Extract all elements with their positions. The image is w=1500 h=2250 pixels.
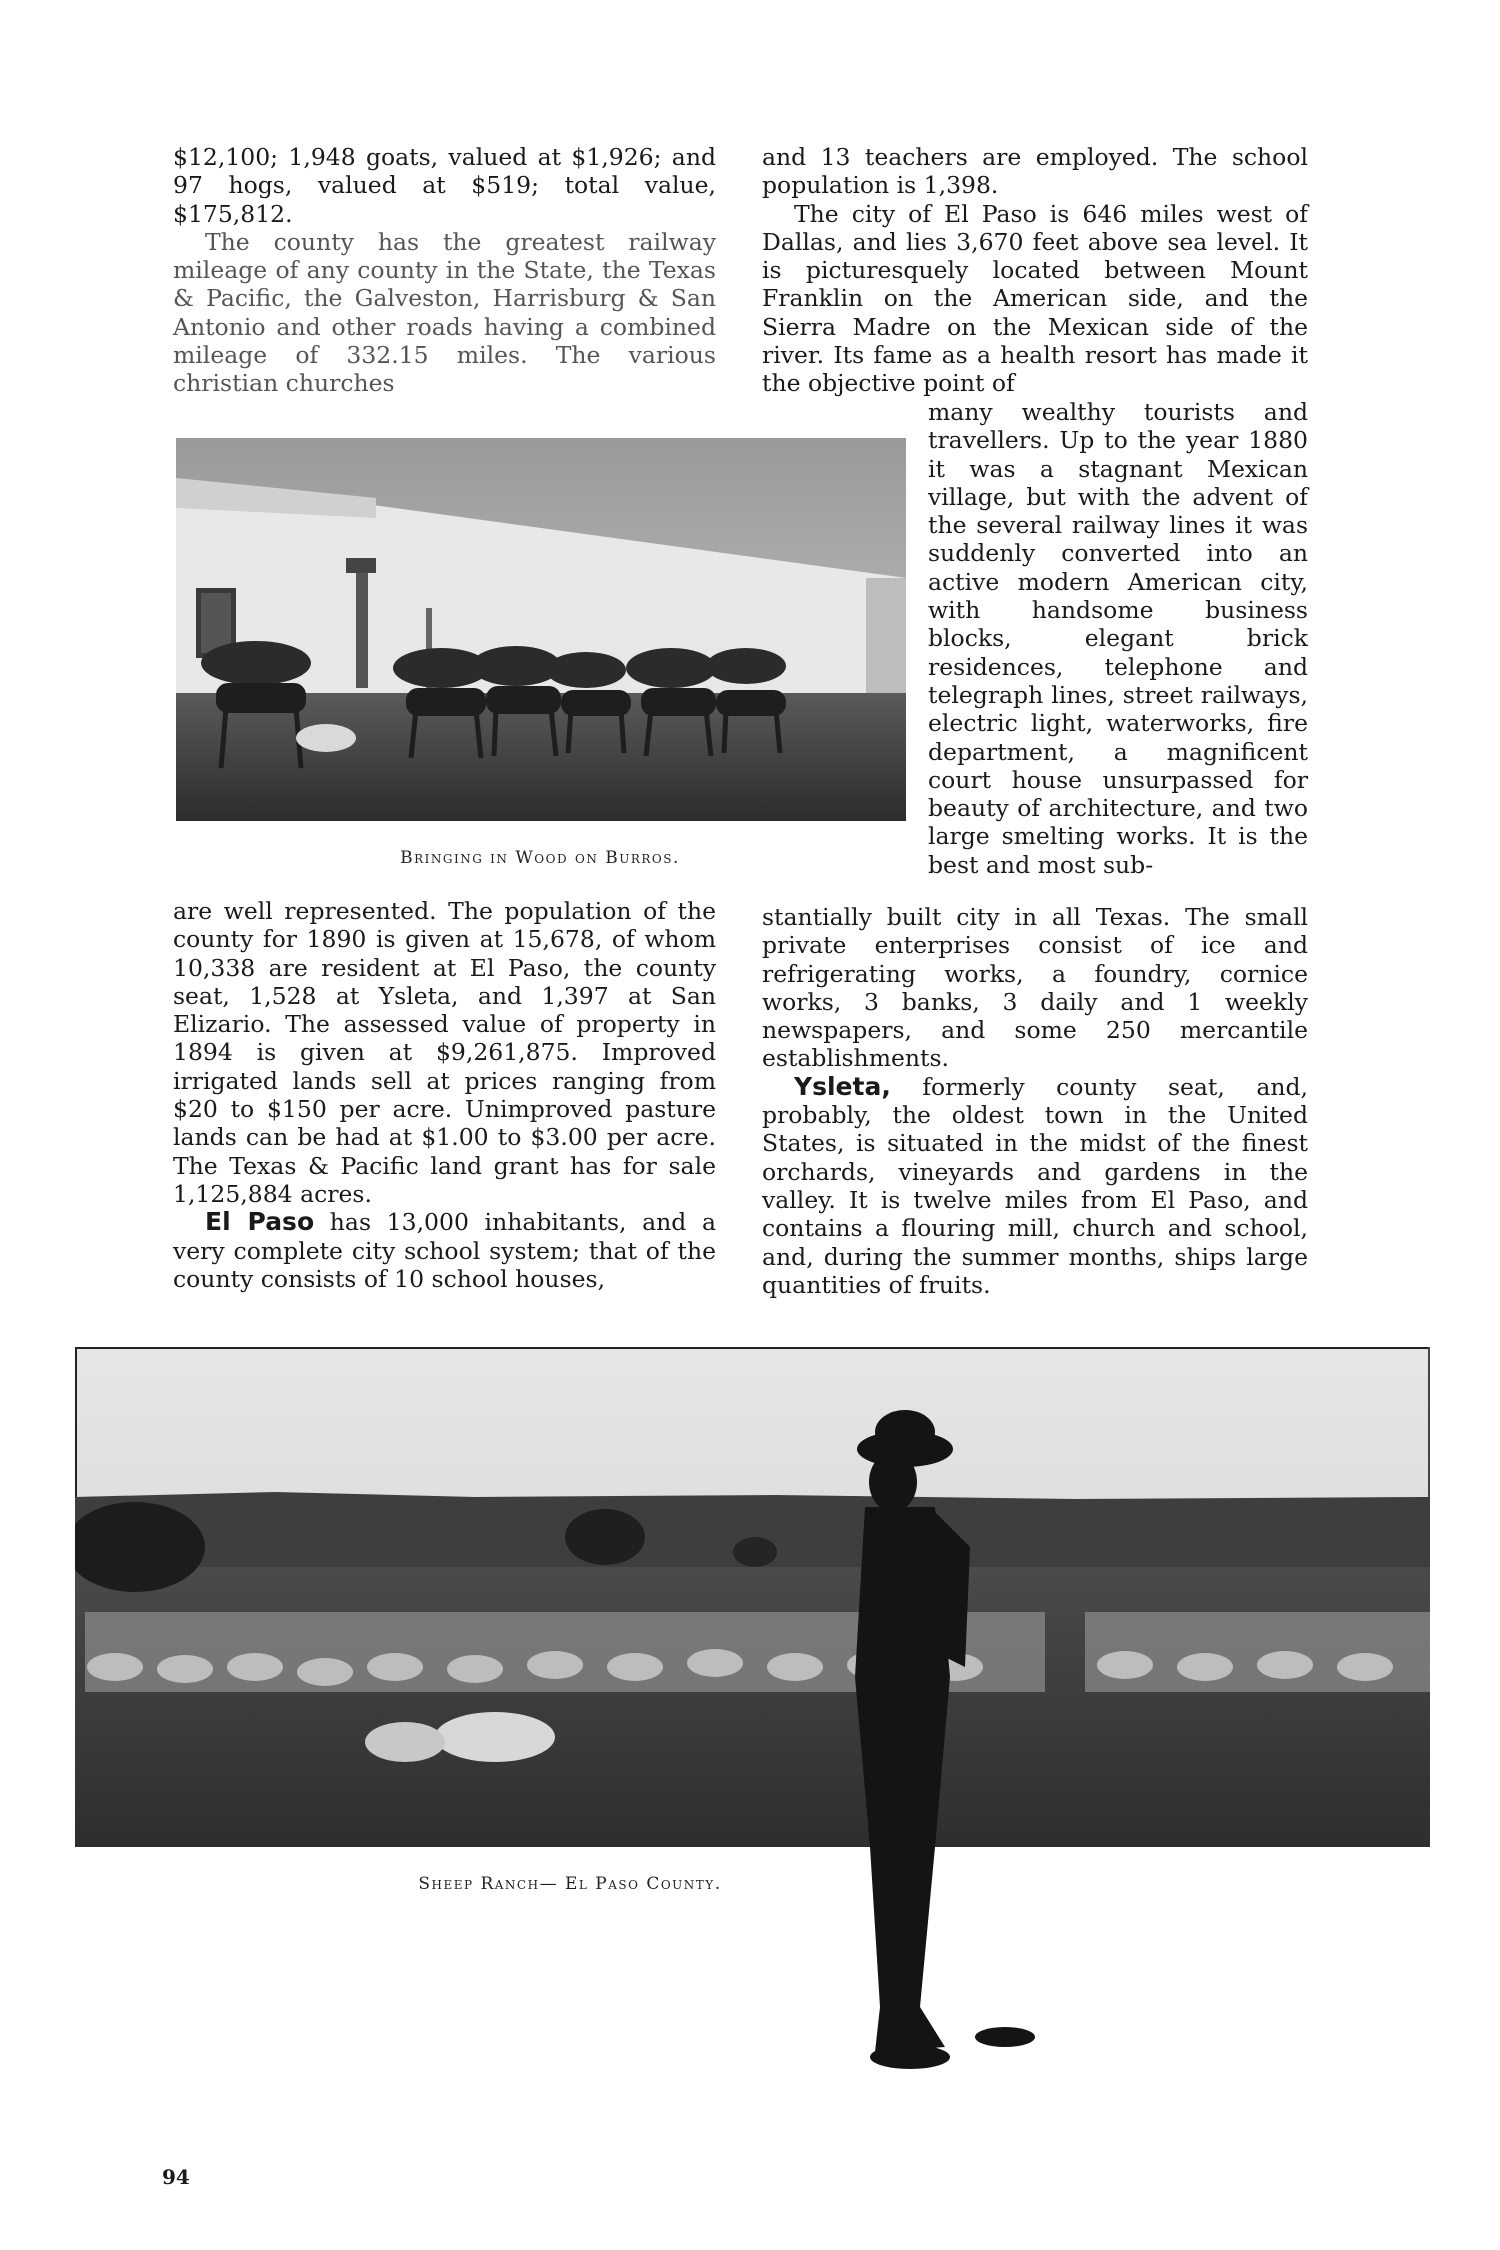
- ysleta-heading: Ysleta,: [794, 1071, 891, 1101]
- el-paso-text: has 13,000 inhabitants, and a very complete city school system; that of the county consists of 10 school houses,: [173, 1208, 716, 1293]
- paragraph-railway: The county has the greatest railway mileage of any county in the State, the Texas & Pacific, the Galveston, Harrisburg & San Antonio and other roads having a combined mileage of 332.15 miles. The various christian churches: [173, 227, 716, 398]
- el-paso-heading: El Paso: [205, 1207, 315, 1237]
- paragraph-el-paso: [173, 1208, 716, 1293]
- paragraph-teachers: and 13 teachers are employed. The school population is 1,398.: [762, 143, 1308, 200]
- ysleta-text: formerly county seat, and, probably, the oldest town in the United States, is situated in the midst of the finest orchards, vineyards and gardens in the valley. It is twelve miles from El Paso, and contains a flouring mill, church and school, and, during the summer months, ships large quantities of fruits.: [762, 1072, 1308, 1299]
- caption-burros: Bringing in Wood on Burros.: [400, 848, 680, 868]
- photo-sheep-ranch: [75, 1347, 1430, 2077]
- left-column-top: [173, 143, 716, 398]
- paragraph-population: are well represented. The population of the county for 1890 is given at 15,678, of whom 10,338 are resident at El Paso, the county seat, 1,528 at Ysleta, and 1,397 at San Elizario. The assessed value of property in 1894 is given at $9,261,875. Improved irrigated lands sell at prices ranging from $20 to $150 per acre. Unimproved pasture lands can be had at $1.00 to $3.00 per acre. The Texas & Pacific land grant has for sale 1,125,884 acres.: [173, 897, 716, 1208]
- paragraph-livestock: $12,100; 1,948 goats, valued at $1,926; and 97 hogs, valued at $519; total value, $175,812.: [173, 143, 716, 228]
- paragraph-enterprises: stantially built city in all Texas. The small private enterprises consist of ice and refrigerating works, a foundry, cornice works, 3 banks, 3 daily and 1 weekly newspapers, and some 250 mercantile establishments.: [762, 903, 1308, 1073]
- page-number: 94: [162, 2165, 190, 2189]
- left-column-bottom: [173, 897, 716, 1293]
- paragraph-city-location: The city of El Paso is 646 miles west of Dallas, and lies 3,670 feet above sea level. It is picturesquely located between Mount Franklin on the American side, and the Sierra Madre on the Mexican side of the river. Its fame as a health resort has made it the objective point of: [762, 199, 1308, 398]
- paragraph-city-growth: many wealthy tourists and travellers. Up to the year 1880 it was a stagnant Mexican village, but with the advent of the several railway lines it was suddenly converted into an active modern American city, with handsome business blocks, elegant brick residences, telephone and telegraph lines, street railways, electric light, waterworks, fire department, a magnificent court house unsurpassed for beauty of architecture, and two large smelting works. It is the best and most sub-: [928, 398, 1308, 879]
- paragraph-ysleta: [762, 1073, 1308, 1299]
- caption-sheep-ranch: Sheep Ranch— El Paso County.: [418, 1874, 722, 1894]
- right-column-narrow: [928, 398, 1308, 879]
- sheep-ranch-photo-image: [75, 1347, 1430, 2077]
- right-column-top: [762, 143, 1308, 398]
- burros-photo-image: [176, 438, 906, 821]
- photo-burros: [176, 438, 906, 821]
- right-column-bottom: [762, 903, 1308, 1299]
